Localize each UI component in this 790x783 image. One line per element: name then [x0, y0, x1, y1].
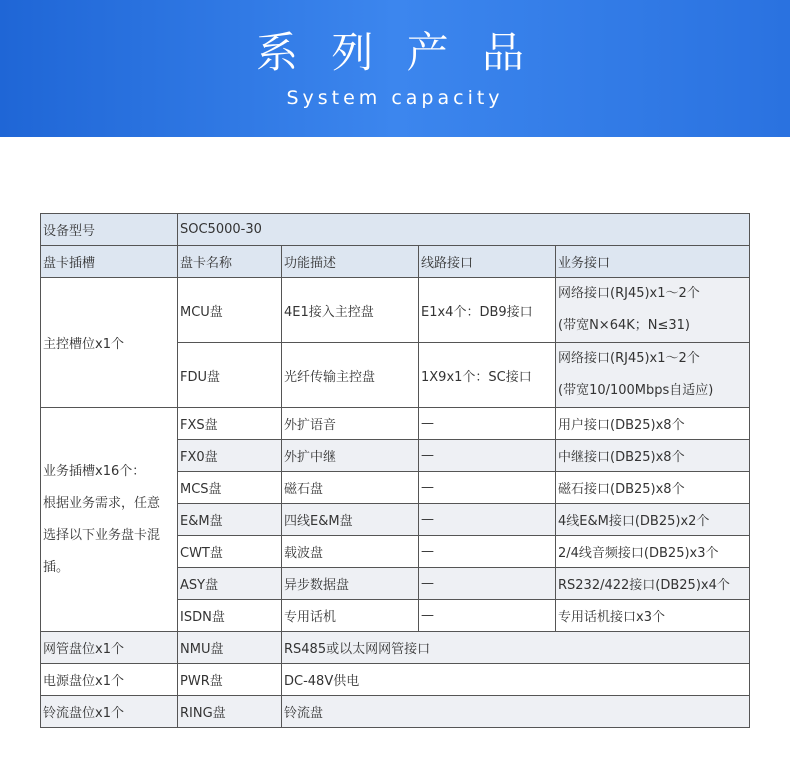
- capacity-table: [40, 213, 750, 728]
- card-function: 外扩中继: [282, 440, 419, 472]
- business-slot-line: 选择以下业务盘卡混: [43, 527, 161, 543]
- table-row: [41, 696, 750, 728]
- col-header-line-interface: 线路接口: [419, 246, 556, 278]
- card-name: PWR盘: [178, 664, 282, 696]
- table-row: [41, 664, 750, 696]
- col-header-function: 功能描述: [282, 246, 419, 278]
- card-function: 外扩语音: [282, 408, 419, 440]
- service-interface: 用户接口(DB25)x8个: [556, 408, 750, 440]
- card-function: 异步数据盘: [282, 568, 419, 600]
- main-slot-label: 主控槽位x1个: [41, 278, 178, 408]
- col-header-service-interface: 业务接口: [556, 246, 750, 278]
- card-name: NMU盘: [178, 632, 282, 664]
- card-name: ASY盘: [178, 568, 282, 600]
- business-slot-line: 插。: [43, 559, 70, 575]
- slot-label: 网管盘位x1个: [41, 632, 178, 664]
- table-row: [41, 278, 750, 343]
- business-slot-line: 业务插槽x16个：: [43, 463, 146, 479]
- business-slot-label: [41, 408, 178, 632]
- service-interface: [556, 278, 750, 343]
- line-interface: 1X9x1个：SC接口: [419, 343, 556, 408]
- card-name: CWT盘: [178, 536, 282, 568]
- table-row-model: [41, 214, 750, 246]
- card-name: MCU盘: [178, 278, 282, 343]
- card-name: FX0盘: [178, 440, 282, 472]
- service-interface: 磁石接口(DB25)x8个: [556, 472, 750, 504]
- col-header-slot: 盘卡插槽: [41, 246, 178, 278]
- model-label: 设备型号: [41, 214, 178, 246]
- card-description: DC-48V供电: [282, 664, 750, 696]
- slot-label: 电源盘位x1个: [41, 664, 178, 696]
- line-interface: —: [419, 504, 556, 536]
- card-description: 铃流盘: [282, 696, 750, 728]
- service-interface: 2/4线音频接口(DB25)x3个: [556, 536, 750, 568]
- line-interface: —: [419, 472, 556, 504]
- service-interface: 中继接口(DB25)x8个: [556, 440, 750, 472]
- line-interface: —: [419, 600, 556, 632]
- banner-title: 系 列 产 品: [255, 28, 535, 77]
- table-header-row: [41, 246, 750, 278]
- service-interface-note: (带宽10/100Mbps自适应): [558, 383, 714, 398]
- card-name: RING盘: [178, 696, 282, 728]
- service-interface: 4线E&M接口(DB25)x2个: [556, 504, 750, 536]
- card-name: FDU盘: [178, 343, 282, 408]
- card-name: FXS盘: [178, 408, 282, 440]
- card-name: ISDN盘: [178, 600, 282, 632]
- card-function: 四线E&M盘: [282, 504, 419, 536]
- header-banner: [0, 0, 790, 137]
- card-name: E&M盘: [178, 504, 282, 536]
- card-function: 光纤传输主控盘: [282, 343, 419, 408]
- col-header-card: 盘卡名称: [178, 246, 282, 278]
- line-interface: —: [419, 440, 556, 472]
- service-interface-note: (带宽N×64K；N≤31): [558, 318, 690, 333]
- table-row: [41, 408, 750, 440]
- line-interface: —: [419, 408, 556, 440]
- business-slot-line: 根据业务需求，任意: [43, 495, 161, 511]
- line-interface: —: [419, 536, 556, 568]
- table-row: [41, 632, 750, 664]
- card-function: 专用话机: [282, 600, 419, 632]
- model-value: SOC5000-30: [178, 214, 750, 246]
- line-interface: E1x4个：DB9接口: [419, 278, 556, 343]
- banner-subtitle: System capacity: [286, 87, 504, 109]
- service-interface: 专用话机接口x3个: [556, 600, 750, 632]
- service-interface-line: 网络接口(RJ45)x1～2个: [558, 351, 700, 366]
- card-function: 4E1接入主控盘: [282, 278, 419, 343]
- service-interface: [556, 343, 750, 408]
- service-interface-line: 网络接口(RJ45)x1～2个: [558, 286, 700, 301]
- card-name: MCS盘: [178, 472, 282, 504]
- card-function: 载波盘: [282, 536, 419, 568]
- line-interface: —: [419, 568, 556, 600]
- service-interface: RS232/422接口(DB25)x4个: [556, 568, 750, 600]
- card-function: 磁石盘: [282, 472, 419, 504]
- card-description: RS485或以太网网管接口: [282, 632, 750, 664]
- slot-label: 铃流盘位x1个: [41, 696, 178, 728]
